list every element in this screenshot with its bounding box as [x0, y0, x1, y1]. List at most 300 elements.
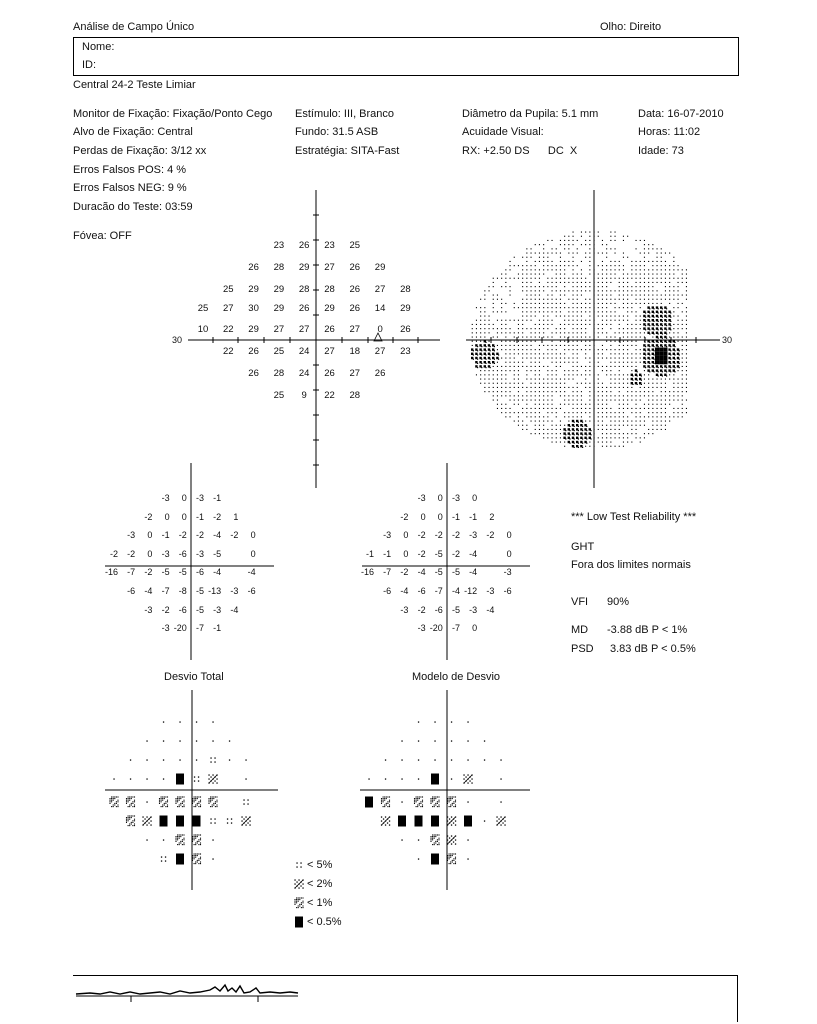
pattern-deviation-value: 0 — [506, 548, 512, 559]
total-deviation-title: Desvio Total — [164, 671, 224, 683]
pattern-deviation-value: -5 — [451, 567, 460, 578]
total-prob-symbol — [113, 778, 114, 779]
total-deviation-value: -2 — [127, 548, 136, 559]
total-deviation-value: 0 — [181, 511, 187, 522]
threshold-value: 27 — [349, 368, 361, 379]
pattern-deviation-value: 0 — [472, 623, 478, 634]
pattern-prob-symbol — [447, 835, 456, 844]
pattern-deviation-value: -6 — [434, 604, 443, 615]
pattern-prob-symbol — [430, 834, 439, 845]
total-prob-symbol — [163, 778, 164, 779]
pattern-prob-symbol — [467, 858, 468, 859]
legend-1: < 1% — [307, 897, 333, 909]
threshold-value: 26 — [298, 240, 310, 251]
pattern-prob-symbol — [418, 778, 419, 779]
total-prob-symbol — [146, 778, 147, 779]
date: Data: 16-07-2010 — [638, 108, 724, 120]
total-deviation-value: -3 — [161, 623, 170, 634]
pattern-deviation-value: -2 — [400, 567, 409, 578]
total-prob-symbol — [193, 816, 201, 827]
pattern-prob-symbol — [401, 759, 402, 760]
threshold-value: 26 — [248, 262, 259, 273]
pattern-prob-symbol — [451, 740, 452, 741]
pattern-prob-symbol — [484, 759, 485, 760]
total-prob-symbol — [130, 759, 131, 760]
total-deviation-value: -6 — [127, 586, 136, 596]
fovea: Fóvea: OFF — [73, 230, 132, 242]
total-deviation-value: -4 — [213, 530, 222, 541]
fixation-losses: Perdas de Fixação: 3/12 xx — [73, 145, 207, 157]
threshold-value: 29 — [400, 303, 411, 314]
pattern-deviation-value: -4 — [469, 567, 478, 578]
threshold-value: 27 — [324, 262, 335, 273]
pattern-deviation-value: -16 — [360, 567, 374, 578]
total-prob-symbol — [126, 815, 135, 826]
pattern-prob-symbol — [401, 740, 402, 741]
threshold-value: 28 — [349, 390, 361, 401]
total-prob-symbol — [194, 776, 199, 781]
threshold-value: 22 — [223, 346, 234, 357]
false-pos: Erros Falsos POS: 4 % — [73, 164, 187, 176]
threshold-value: 27 — [273, 324, 285, 335]
total-deviation-value: -5 — [178, 567, 187, 578]
threshold-value: 27 — [374, 284, 386, 295]
reliability-warning: *** Low Test Reliability *** — [571, 511, 697, 523]
pattern-deviation-value: -5 — [434, 567, 443, 578]
test-duration: Duracão do Teste: 03:59 — [73, 201, 193, 213]
total-deviation-value: -7 — [127, 567, 136, 578]
axis-30-right: 30 — [722, 335, 733, 345]
total-deviation-value: -5 — [195, 586, 204, 596]
total-deviation-value: -7 — [161, 586, 170, 596]
pattern-prob-symbol — [434, 721, 435, 722]
pattern-prob-symbol — [500, 801, 501, 802]
threshold-value: 29 — [298, 262, 310, 273]
total-prob-symbol — [192, 796, 201, 807]
pattern-prob-symbol — [381, 816, 390, 825]
threshold-value: 28 — [273, 368, 285, 379]
rx: RX: +2.50 DS DC X — [462, 145, 578, 157]
total-prob-symbol — [196, 759, 197, 760]
total-prob-symbol — [208, 774, 217, 783]
pattern-deviation-value: -7 — [451, 623, 460, 634]
name-label: Nome: — [82, 41, 115, 53]
pattern-deviation-value: -2 — [417, 530, 426, 541]
total-prob-symbol — [163, 721, 164, 722]
total-prob-symbol — [210, 757, 215, 762]
pattern-prob-symbol — [418, 839, 419, 840]
pattern-deviation-value: -3 — [400, 604, 409, 615]
pattern-deviation-value: -4 — [417, 567, 426, 578]
threshold-value: 26 — [349, 284, 361, 295]
threshold-value: 29 — [374, 262, 386, 273]
total-deviation-value: -2 — [109, 548, 118, 559]
pattern-deviation-value: -2 — [486, 530, 495, 541]
threshold-value: 25 — [273, 346, 285, 357]
pattern-deviation-value: 0 — [437, 511, 443, 522]
total-deviation-value: -8 — [178, 586, 187, 596]
visual-acuity: Acuidade Visual: — [462, 126, 544, 138]
pattern-prob-symbol — [467, 740, 468, 741]
total-deviation-value: -3 — [195, 493, 204, 503]
total-prob-symbol — [192, 853, 201, 864]
threshold-value: 26 — [248, 368, 259, 379]
total-deviation-value: -2 — [195, 530, 204, 541]
total-prob-symbol — [229, 740, 230, 741]
pattern-deviation-value: -3 — [451, 493, 460, 503]
total-prob-symbol — [229, 759, 230, 760]
total-prob-symbol — [161, 856, 166, 861]
pattern-deviation-value: -1 — [469, 511, 478, 522]
pattern-deviation-value: -5 — [451, 604, 460, 615]
pattern-deviation-value: -3 — [469, 530, 478, 541]
total-prob-symbol — [163, 759, 164, 760]
total-prob-symbol — [196, 721, 197, 722]
threshold-value: 26 — [349, 303, 361, 314]
total-deviation-value: -7 — [195, 623, 204, 634]
total-prob-symbol — [146, 801, 147, 802]
threshold-value: 23 — [324, 240, 335, 251]
total-deviation-value: -4 — [144, 586, 153, 596]
total-deviation-value: 0 — [250, 548, 256, 559]
threshold-value: 25 — [273, 390, 285, 401]
total-deviation-value: -2 — [144, 511, 153, 522]
total-prob-symbol — [208, 796, 217, 807]
pattern-prob-symbol — [418, 740, 419, 741]
total-deviation-value: -5 — [195, 604, 204, 615]
threshold-value: 25 — [197, 303, 209, 314]
legend-sym-2 — [294, 879, 303, 888]
threshold-value: 27 — [324, 346, 335, 357]
threshold-value: 27 — [298, 324, 310, 335]
pattern-prob-symbol — [500, 759, 501, 760]
total-deviation-value: -1 — [161, 530, 170, 541]
total-prob-symbol — [176, 774, 184, 785]
pattern-prob-symbol — [463, 774, 472, 783]
total-deviation-value: -3 — [144, 604, 153, 615]
pattern-deviation-value: -3 — [417, 623, 426, 634]
legend-sym-05 — [295, 917, 303, 928]
total-deviation-value: -4 — [230, 604, 239, 615]
threshold-value: 26 — [374, 368, 386, 379]
pattern-prob-symbol — [401, 778, 402, 779]
total-prob-symbol — [163, 740, 164, 741]
total-prob-symbol — [210, 818, 215, 823]
total-prob-symbol — [126, 796, 135, 807]
total-prob-symbol — [212, 858, 213, 859]
pattern-deviation-value: -6 — [383, 586, 392, 596]
pupil-diameter: Diâmetro da Pupila: 5.1 mm — [462, 108, 599, 120]
threshold-value: 22 — [324, 390, 335, 401]
total-prob-symbol — [241, 816, 250, 825]
threshold-value: 26 — [324, 324, 335, 335]
total-prob-symbol — [142, 816, 151, 825]
pattern-prob-symbol — [451, 759, 452, 760]
threshold-value: 23 — [400, 346, 411, 357]
total-prob-symbol — [130, 778, 131, 779]
legend-sym-5 — [296, 862, 301, 867]
legend-symbols — [292, 858, 306, 930]
total-prob-symbol — [212, 721, 213, 722]
pattern-prob-symbol — [365, 797, 373, 808]
threshold-value: 25 — [349, 240, 361, 251]
threshold-value: 18 — [349, 346, 361, 357]
pattern-deviation-value: -4 — [486, 604, 495, 615]
id-label: ID: — [82, 59, 97, 71]
total-prob-symbol — [179, 740, 180, 741]
pattern-deviation-value: -5 — [434, 548, 443, 559]
threshold-value: 30 — [248, 303, 259, 314]
threshold-value: 22 — [223, 324, 234, 335]
total-deviation-value: -1 — [213, 623, 222, 634]
pattern-deviation-value: -2 — [434, 530, 443, 541]
pattern-prob-symbol — [431, 854, 439, 865]
pattern-prob-symbol — [418, 858, 419, 859]
threshold-value: 26 — [349, 262, 361, 273]
pattern-deviation-value: -6 — [417, 586, 426, 596]
vfi-label: VFI — [571, 596, 589, 608]
threshold-value: 10 — [197, 324, 209, 335]
psd-value: 3.83 dB P < 0.5% — [610, 643, 696, 655]
pattern-deviation-value: -1 — [383, 548, 392, 559]
legend-5: < 5% — [307, 859, 333, 871]
pattern-prob-symbol — [467, 839, 468, 840]
threshold-value: 0 — [377, 324, 383, 335]
total-deviation-value: -4 — [247, 567, 256, 578]
pattern-deviation-value: -7 — [383, 567, 392, 578]
total-deviation-value: -2 — [178, 530, 187, 541]
total-deviation-value: -6 — [195, 567, 204, 578]
threshold-value: 14 — [374, 303, 386, 314]
pattern-deviation-value: 0 — [472, 493, 478, 503]
total-prob-symbol — [179, 759, 180, 760]
total-deviation-value: 0 — [147, 530, 153, 541]
pattern-deviation-value: 0 — [420, 511, 426, 522]
pattern-deviation-value: -3 — [383, 530, 392, 541]
pattern-prob-symbol — [398, 816, 406, 827]
threshold-value: 26 — [248, 346, 259, 357]
pattern-prob-symbol — [414, 796, 423, 807]
pattern-deviation-value: -4 — [451, 586, 460, 596]
total-prob-symbol — [176, 816, 184, 827]
axis-30-left: 30 — [172, 335, 183, 345]
background: Fundo: 31.5 ASB — [295, 126, 379, 138]
pattern-prob-symbol — [401, 801, 402, 802]
pattern-deviation-value: -1 — [451, 511, 460, 522]
total-prob-symbol — [212, 839, 213, 840]
legend-sym-1 — [294, 897, 303, 908]
pattern-prob-symbol — [447, 796, 456, 807]
fixation-monitor: Monitor de Fixação: Fixação/Ponto Cego — [73, 108, 273, 120]
total-prob-symbol — [163, 839, 164, 840]
vfi-value: 90% — [607, 596, 630, 608]
pattern-deviation-value: -3 — [503, 567, 512, 578]
md-label: MD — [571, 624, 589, 636]
threshold-value: 27 — [349, 324, 361, 335]
pattern-prob-symbol — [434, 759, 435, 760]
pattern-deviation-value: -3 — [417, 493, 426, 503]
total-prob-symbol — [160, 816, 168, 827]
total-deviation-value: -3 — [195, 548, 204, 559]
pattern-prob-symbol — [431, 774, 439, 785]
pattern-deviation-value: -2 — [417, 604, 426, 615]
total-deviation-value: 0 — [164, 511, 170, 522]
total-deviation-value: -2 — [144, 567, 153, 578]
pattern-prob-symbol — [447, 853, 456, 864]
total-prob-symbol — [175, 834, 184, 845]
pattern-deviation-value: 0 — [506, 530, 512, 541]
test-name: Central 24-2 Teste Limiar — [73, 79, 196, 91]
total-deviation-value: -4 — [213, 567, 222, 578]
threshold-value: 28 — [273, 262, 285, 273]
pattern-deviation-value: -4 — [400, 586, 409, 596]
total-prob-symbol — [176, 854, 184, 865]
threshold-value: 9 — [301, 390, 307, 401]
total-deviation-value: -6 — [178, 604, 187, 615]
pattern-prob-symbol — [484, 820, 485, 821]
pattern-prob-symbol — [464, 816, 472, 827]
threshold-value: 23 — [273, 240, 285, 251]
threshold-value: 24 — [298, 346, 310, 357]
total-deviation-value: -2 — [230, 530, 239, 541]
pattern-prob-symbol — [418, 721, 419, 722]
pattern-deviation-value: -2 — [417, 548, 426, 559]
total-deviation-value: -3 — [127, 530, 136, 541]
total-deviation-value: 0 — [147, 548, 153, 559]
total-deviation-value: -2 — [213, 511, 222, 522]
pattern-prob-symbol — [496, 816, 505, 825]
total-deviation-value: -6 — [178, 548, 187, 559]
threshold-value: 29 — [273, 284, 285, 295]
threshold-value: 29 — [324, 303, 335, 314]
total-deviation-value: -3 — [161, 548, 170, 559]
pattern-prob-symbol — [385, 778, 386, 779]
total-prob-symbol — [146, 759, 147, 760]
threshold-value: 26 — [298, 303, 310, 314]
pattern-deviation-value: -4 — [469, 548, 478, 559]
fixation-target: Alvo de Fixação: Central — [73, 126, 193, 138]
pattern-prob-symbol — [430, 796, 439, 807]
pattern-prob-symbol — [385, 759, 386, 760]
pattern-prob-symbol — [368, 778, 369, 779]
time: Horas: 11:02 — [638, 126, 701, 138]
pattern-prob-symbol — [500, 778, 501, 779]
total-prob-symbol — [243, 799, 248, 804]
total-prob-symbol — [192, 834, 201, 845]
threshold-value: 28 — [298, 284, 310, 295]
pattern-deviation-value: -1 — [365, 548, 374, 559]
age: Idade: 73 — [638, 145, 684, 157]
eye-label: Olho: Direito — [600, 21, 662, 33]
total-prob-symbol — [146, 740, 147, 741]
stimulus: Estímulo: III, Branco — [295, 108, 395, 120]
md-value: -3.88 dB P < 1% — [607, 624, 688, 636]
pattern-deviation-value: -2 — [400, 511, 409, 522]
threshold-value: 29 — [273, 303, 285, 314]
pattern-prob-symbol — [451, 721, 452, 722]
total-deviation-value: -16 — [104, 567, 118, 578]
threshold-value: 29 — [248, 324, 259, 335]
total-deviation-value: -5 — [213, 548, 222, 559]
threshold-value: 27 — [223, 303, 234, 314]
pattern-prob-symbol — [484, 740, 485, 741]
report-title: Análise de Campo Único — [73, 21, 195, 33]
pattern-prob-symbol — [401, 839, 402, 840]
pattern-deviation-value: -2 — [451, 530, 460, 541]
total-prob-symbol — [227, 818, 232, 823]
total-prob-symbol — [175, 796, 184, 807]
total-deviation-value: -1 — [195, 511, 204, 522]
fixation-tracking-box — [73, 975, 738, 1022]
pattern-prob-symbol — [467, 801, 468, 802]
threshold-value: 29 — [248, 284, 259, 295]
pattern-prob-symbol — [381, 796, 390, 807]
ght-value: Fora dos limites normais — [571, 559, 691, 571]
probability-plots — [109, 721, 505, 864]
total-deviation-value: -5 — [161, 567, 170, 578]
pattern-prob-symbol — [447, 816, 456, 825]
ght-label: GHT — [571, 541, 595, 553]
pattern-deviation-title: Modelo de Desvio — [412, 671, 501, 683]
total-deviation-value: -2 — [161, 604, 170, 615]
pattern-deviation-value: -6 — [503, 586, 512, 596]
pattern-prob-symbol — [467, 759, 468, 760]
pattern-deviation-value: -2 — [451, 548, 460, 559]
pattern-deviation-value: -20 — [429, 623, 443, 634]
pattern-deviation-value: 0 — [403, 530, 409, 541]
pattern-deviation-value: 2 — [489, 511, 495, 522]
legend-05: < 0.5% — [307, 916, 342, 928]
total-prob-symbol — [179, 721, 180, 722]
pattern-prob-symbol — [431, 816, 439, 827]
total-deviation-value: -1 — [213, 493, 222, 503]
threshold-value: 28 — [400, 284, 411, 295]
legend-2: < 2% — [307, 878, 333, 890]
total-deviation-value: 0 — [181, 493, 187, 503]
total-deviation-value: -3 — [213, 604, 222, 615]
pattern-deviation-value: -3 — [469, 604, 478, 615]
pattern-prob-symbol — [467, 721, 468, 722]
threshold-value: 26 — [400, 324, 411, 335]
threshold-value: 25 — [223, 284, 234, 295]
false-neg: Erros Falsos NEG: 9 % — [73, 182, 187, 194]
total-prob-symbol — [245, 778, 246, 779]
total-deviation-value: 0 — [250, 530, 256, 541]
total-deviation-value: -3 — [230, 586, 239, 596]
total-deviation-value: -20 — [173, 623, 187, 634]
pattern-deviation-value: -12 — [464, 586, 478, 596]
threshold-value: 28 — [324, 284, 335, 295]
threshold-value: 26 — [324, 368, 335, 379]
total-prob-symbol — [146, 839, 147, 840]
pattern-prob-symbol — [451, 778, 452, 779]
strategy: Estratégia: SITA-Fast — [295, 145, 400, 157]
threshold-value: 27 — [374, 346, 386, 357]
threshold-value: 24 — [298, 368, 310, 379]
pattern-deviation-value: -7 — [434, 586, 443, 596]
pattern-prob-symbol — [418, 759, 419, 760]
total-prob-symbol — [196, 740, 197, 741]
pattern-prob-symbol — [434, 740, 435, 741]
pattern-deviation-value: -3 — [486, 586, 495, 596]
total-prob-symbol — [245, 759, 246, 760]
total-prob-symbol — [109, 796, 118, 807]
pattern-deviation-value: 0 — [437, 493, 443, 503]
total-deviation-value: -6 — [247, 586, 256, 596]
pattern-deviation-value: 0 — [403, 548, 409, 559]
total-prob-symbol — [212, 740, 213, 741]
total-deviation-value: 1 — [233, 511, 239, 522]
